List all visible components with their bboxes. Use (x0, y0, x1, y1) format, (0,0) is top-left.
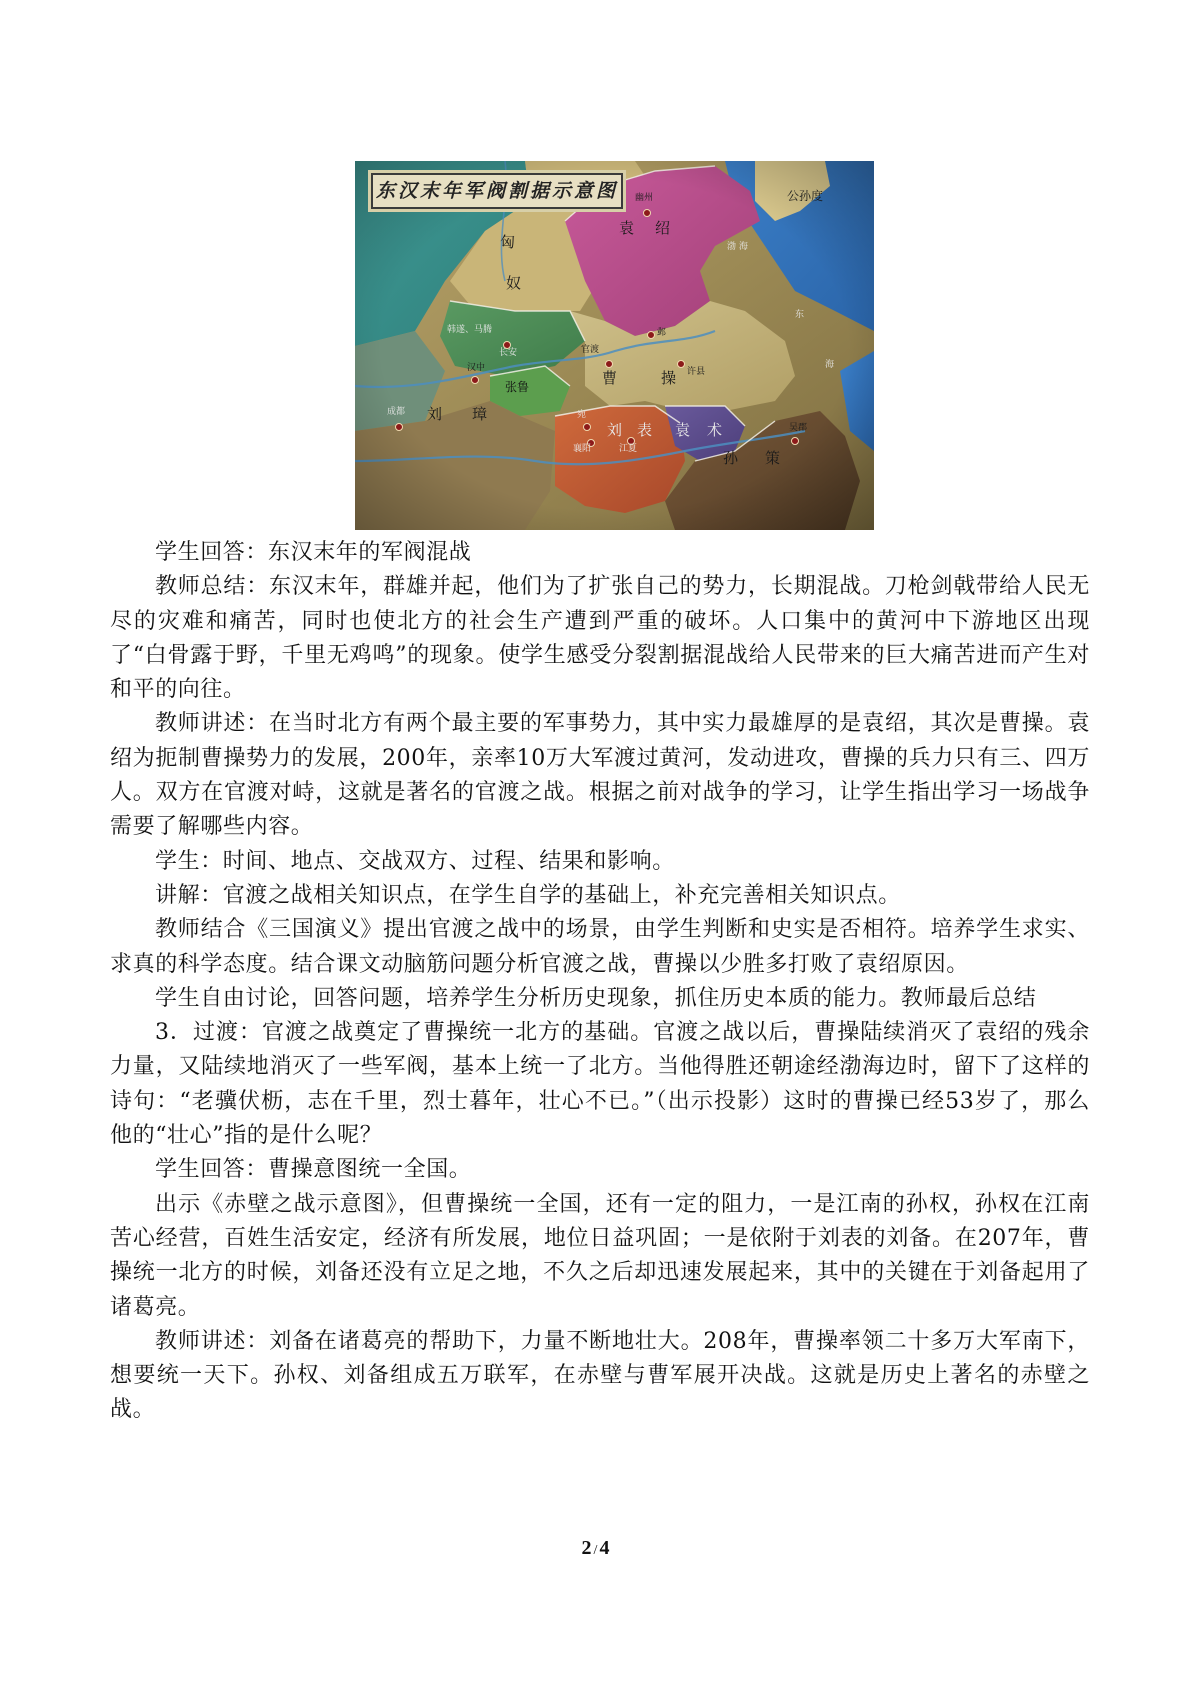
page-number-total: 4 (599, 1537, 610, 1559)
map-label-yuan-shu-1: 袁 (675, 421, 691, 439)
map-label-xiangyang: 襄阳 (573, 444, 592, 454)
map-label-xiongnu-2: 奴 (506, 274, 522, 292)
map-label-bohai: 渤 海 (727, 242, 748, 252)
paragraph-student-response: 学生：时间、地点、交战双方、过程、结果和影响。 (155, 848, 675, 874)
map-label-liu-zhang-2: 璋 (472, 405, 488, 423)
map-label-yuan-shao-2: 绍 (655, 219, 671, 237)
map-label-donghai-2: 海 (825, 360, 835, 370)
page-number-separator: / (593, 1543, 598, 1558)
paragraph-romance-comparison: 教师结合《三国演义》提出官渡之战中的场景，由学生判断和史实是否相符。培养学生求实、求真的科学态度。结合课文动脑筋问题分析官渡之战，曹操以少胜多打败了袁绍原因。 (110, 917, 1090, 977)
city-marker-guandu (605, 360, 613, 368)
map-label-yuan-shao-1: 袁 (619, 219, 635, 237)
map-label-liu-biao-2: 表 (637, 421, 653, 439)
map-label-cao-cao-1: 曹 (602, 369, 618, 387)
map-label-xuxian: 许县 (687, 367, 706, 377)
map-label-donghai-1: 东 (795, 310, 805, 320)
map-label-chengdu: 成都 (387, 407, 406, 417)
map-title: 东汉末年军阀割据示意图 (371, 173, 623, 209)
map-label-yecheng: 邺 (657, 328, 667, 338)
paragraph-explanation: 讲解：官渡之战相关知识点，在学生自学的基础上，补充完善相关知识点。 (155, 882, 901, 908)
paragraph-student-answer-2: 学生回答：曹操意图统一全国。 (155, 1157, 472, 1183)
map-label-hanzhong: 汉中 (467, 363, 486, 373)
paragraph-student-answer-1: 学生回答：东汉末年的军阀混战 (155, 540, 472, 565)
paragraph-teacher-narration-2: 教师讲述：刘备在诸葛亮的帮助下，力量不断地壮大。208年，曹操率领二十多万大军南下，想要统一天下。孙权、刘备组成五万联军，在赤壁与曹军展开决战。这就是历史上著名的赤壁之战。 (110, 1328, 1090, 1423)
warlord-map-figure (355, 161, 874, 530)
map-label-liu-zhang-1: 刘 (427, 405, 443, 423)
map-label-changan: 长安 (499, 348, 518, 358)
paragraph-free-discussion: 学生自由讨论，回答问题，培养学生分析历史现象，抓住历史本质的能力。教师最后总结 (155, 985, 1037, 1011)
map-label-wujun: 吴郡 (789, 423, 808, 433)
city-marker-xuxian (677, 360, 685, 368)
lesson-body (110, 536, 1090, 1428)
map-label-sun-ce-1: 孙 (723, 449, 739, 467)
map-label-zhang-lu: 张鲁 (505, 380, 530, 394)
map-label-gongsun-du: 公孙度 (787, 189, 824, 203)
map-label-ma-teng: 韩遂、马腾 (447, 325, 493, 335)
page-number (0, 1536, 1191, 1563)
city-marker-chengdu (395, 423, 403, 431)
map-label-youzhou: 幽州 (635, 193, 654, 203)
city-marker-wancheng (583, 423, 591, 431)
map-label-sun-ce-2: 策 (765, 449, 781, 467)
paragraph-teacher-summary: 教师总结：东汉末年，群雄并起，他们为了扩张自己的势力，长期混战。刀枪剑戟带给人民无尽的灾难和痛苦，同时也使北方的社会生产遭到严重的破坏。人口集中的黄河中下游地区出现了“白骨露于野，千里无鸡鸣”的现象。使学生感受分裂割据混战给人民带来的巨大痛苦进而产生对和平的向往。 (110, 574, 1090, 703)
map-artwork (355, 161, 874, 530)
city-marker-youzhou (643, 209, 651, 217)
paragraph-chibi-map: 出示《赤壁之战示意图》，但曹操统一全国，还有一定的阻力，一是江南的孙权，孙权在江南苦心经营，百姓生活安定，经济有所发展，地位日益巩固；一是依附于刘表的刘备。在207年，曹操统一北方的时候，刘备还没有立足之地，不久之后却迅速发展起来，其中的关键在于刘备起用了诸葛亮。 (110, 1191, 1090, 1320)
map-label-yuan-shu-2: 术 (707, 421, 723, 439)
map-label-xiongnu-1: 匈 (500, 233, 516, 251)
page-number-current: 2 (581, 1537, 592, 1559)
paragraph-teacher-narration-1: 教师讲述：在当时北方有两个最主要的军事势力，其中实力最雄厚的是袁绍，其次是曹操。袁绍为扼制曹操势力的发展，200年，亲率10万大军渡过黄河，发动进攻，曹操的兵力只有三、四万人。双方在官渡对峙，这就是著名的官渡之战。根据之前对战争的学习，让学生指出学习一场战争需要了解哪些内容。 (110, 711, 1090, 840)
map-label-jiangxia: 江夏 (619, 444, 638, 454)
map-label-guandu: 官渡 (581, 345, 600, 355)
city-marker-wujun (791, 437, 799, 445)
map-label-wancheng: 宛 (577, 410, 587, 420)
city-marker-yecheng (647, 331, 655, 339)
paragraph-transition: 3．过渡：官渡之战奠定了曹操统一北方的基础。官渡之战以后，曹操陆续消灭了袁绍的残余力量，又陆续地消灭了一些军阀，基本上统一了北方。当他得胜还朝途经渤海边时，留下了这样的诗句：“老骥伏枥，志在千里，烈士暮年，壮心不已。”（出示投影）这时的曹操已经53岁了，那么他的“壮心”指的是什么呢？ (110, 1020, 1090, 1149)
city-marker-hanzhong (471, 376, 479, 384)
map-label-cao-cao-2: 操 (661, 369, 677, 387)
map-label-liu-biao-1: 刘 (607, 421, 623, 439)
